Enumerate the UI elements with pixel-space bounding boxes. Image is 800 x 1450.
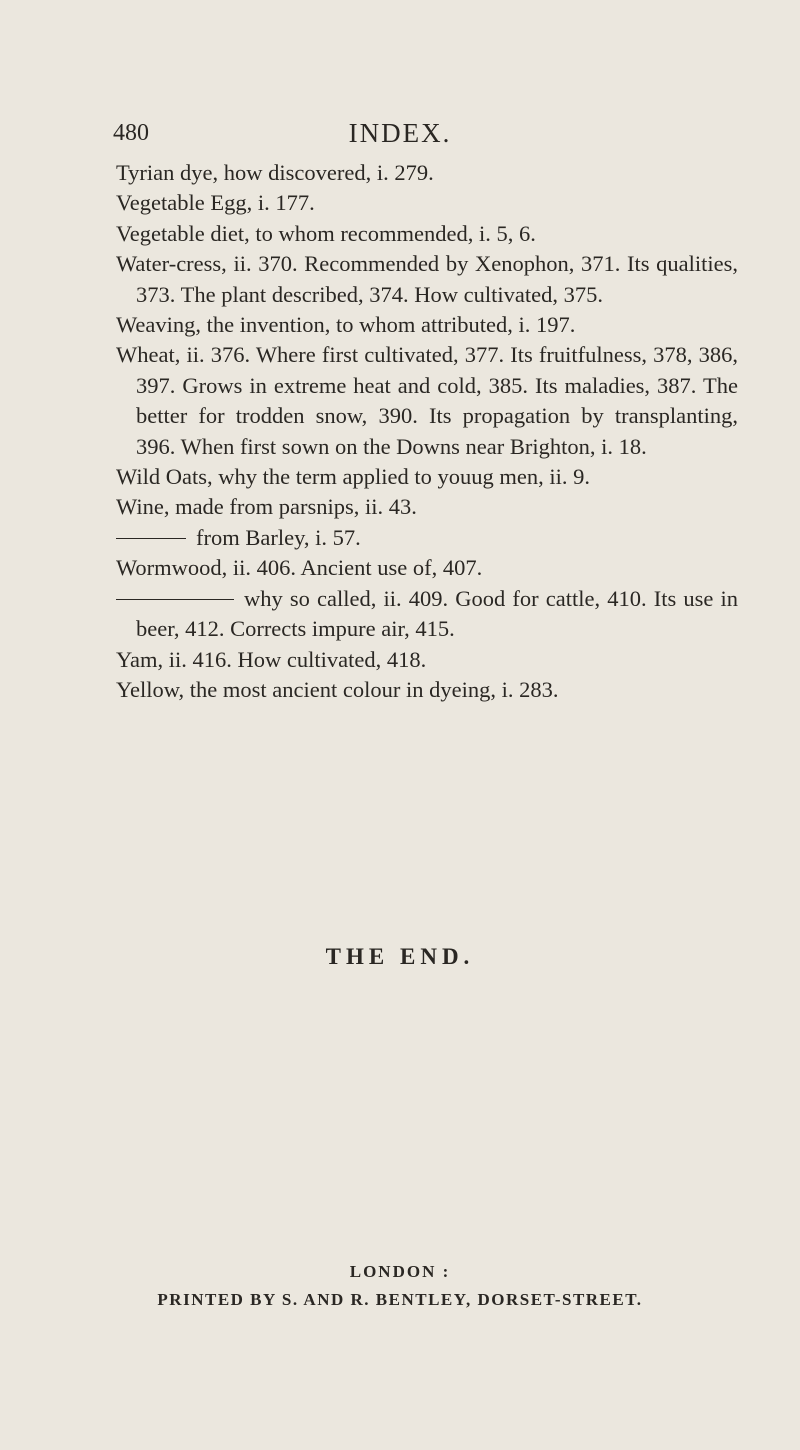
index-entry-wormwood: Wormwood, ii. 406. Ancient use of, 407. bbox=[116, 555, 483, 581]
index-entry-yellow: Yellow, the most ancient colour in dyeing, i. 283. bbox=[116, 676, 559, 702]
index-subentry-wine-barley bbox=[116, 523, 738, 553]
ditto-dash bbox=[116, 538, 186, 539]
index-entry-water-cress: Water-cress, ii. 370. Recommended by Xenophon, 371. Its qualities, 373. The plant described, 374. How cultivated, 375. bbox=[116, 251, 738, 307]
index-entry-vegetable-egg: Vegetable Egg, i. 177. bbox=[116, 190, 315, 216]
ditto-dash bbox=[116, 599, 234, 600]
page-number: 480 bbox=[113, 120, 149, 146]
page-title: INDEX. bbox=[348, 118, 452, 148]
subentry-text: from Barley, i. 57. bbox=[196, 524, 361, 550]
index-entry-wild-oats: Wild Oats, why the term applied to youug men, ii. 9. bbox=[116, 464, 591, 490]
index-entry-tyrian-dye: Tyrian dye, how discovered, i. 279. bbox=[116, 160, 434, 185]
index-entry-wheat: Wheat, ii. 376. Where first cultivated, 377. Its fruitfulness, 378, 386, 397. Grows in extreme heat and cold, 385. Its maladies, 387. The better for trodden snow, 390. Its propagation by transplanting, 396. When first sown on the Downs near Brighton, i. 18. bbox=[116, 342, 738, 459]
imprint-city: LONDON : bbox=[349, 1262, 451, 1281]
index-list bbox=[116, 158, 738, 705]
page-header bbox=[0, 118, 800, 152]
imprint-printer: PRINTED BY S. AND R. BENTLEY, DORSET-STREET. bbox=[157, 1290, 643, 1309]
index-entry-weaving: Weaving, the invention, to whom attributed, i. 197. bbox=[116, 312, 576, 338]
index-entry-yam: Yam, ii. 416. How cultivated, 418. bbox=[116, 646, 427, 672]
index-entry-vegetable-diet: Vegetable diet, to whom recommended, i. 5, 6. bbox=[116, 220, 536, 246]
index-subentry-wormwood-name bbox=[116, 584, 738, 645]
the-end-heading: THE END. bbox=[325, 944, 475, 969]
subentry-text: why so called, ii. 409. Good for cattle, 410. Its use in beer, 412. Corrects impure air, 415. bbox=[136, 585, 738, 642]
index-entry-wine: Wine, made from parsnips, ii. 43. bbox=[116, 494, 417, 520]
